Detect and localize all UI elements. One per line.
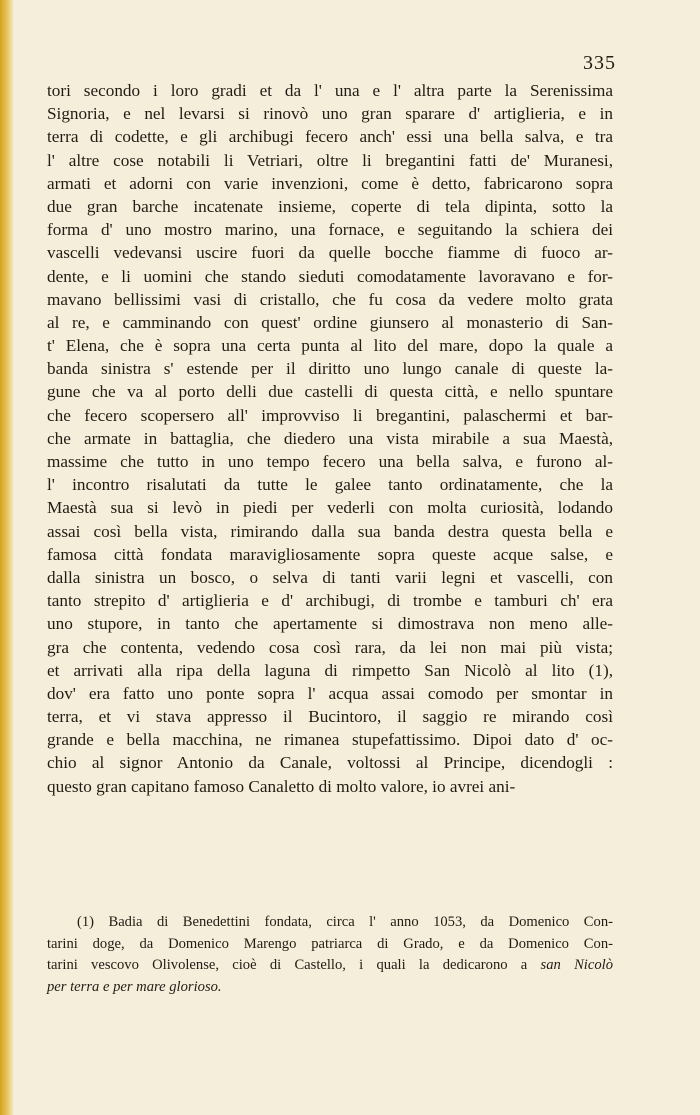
page-number: 335 [583,52,616,74]
text-line: gra che contenta, vedendo cosa così rara, da lei non mai più vista; [47,637,613,657]
text-line: che fecero scopersero all' improvviso li bregantini, palaschermi et bar- [47,405,613,425]
text-line: banda sinistra s' estende per il diritto uno lungo canale di queste la- [47,359,613,379]
text-line: l' incontro risalutati da tutte le galee tanto ordinatamente, che la [47,475,613,495]
footnote-line [47,955,613,977]
text-line: grande e bella macchina, ne rimanea stupefattissimo. Dipoi dato d' oc- [47,730,613,750]
body-text [47,79,613,798]
footnote-line: (1) Badia di Benedettini fondata, circa l' anno 1053, da Domenico Con- [77,914,613,930]
text-line: et arrivati alla ripa della laguna di rimpetto San Nicolò al lito (1), [47,660,613,680]
text-line: al re, e camminando con quest' ordine giunsero al monasterio di San- [47,312,613,332]
text-line: mavano bellissimi vasi di cristallo, che fu cosa da vedere molto grata [47,289,613,309]
text-line: vascelli vedevansi uscire fuori da quelle bocche fiamme di fuoco ar- [47,243,613,263]
text-line: famosa città fondata maravigliosamente sopra queste acque salse, e [47,544,613,564]
text-line: terra di codette, e gli archibugi fecero anch' essi una bella salva, e tra [47,127,613,147]
text-line: Signoria, e nel levarsi si rinovò uno gran sparare d' artiglieria, e in [47,104,613,124]
footnote-italic-text: san Nicolò [540,957,613,974]
text-line: massime che tutto in uno tempo fecero una bella salva, e furono al- [47,452,613,471]
text-line: gune che va al porto delli due castelli di questa città, e nello spuntare [47,382,613,402]
footnote-line: tarini doge, da Domenico Marengo patriarca di Grado, e da Domenico Con- [47,935,613,952]
text-line: dalla sinistra un bosco, o selva di tanti varii legni et vascelli, con [47,567,613,587]
footnote [47,912,613,998]
text-line: che armate in battaglia, che diedero una vista mirabile a sua Maestà, [47,428,613,448]
text-line: l' altre cose notabili li Vetriari, oltre li bregantini fatti de' Muranesi, [47,150,613,170]
footnote-text: tarini vescovo Olivolense, cioè di Castello, i quali la dedicarono a [47,957,541,974]
text-line: Maestà sua si levò in piedi per vederli con molta curiosità, lodando [47,498,613,518]
text-line: dov' era fatto uno ponte sopra l' acqua assai comodo per smontar in [47,683,613,703]
text-line: uno stupore, in tanto che apertamente si dimostrava non meno alle- [47,614,613,634]
text-line: armati et adorni con varie invenzioni, come è detto, fabricarono sopra [47,173,613,193]
text-line: assai così bella vista, rimirando dalla sua banda destra questa bella e [47,521,613,541]
text-line: due gran barche incatenate insieme, coperte di tela dipinta, sotto la [47,196,613,216]
text-line: terra, et vi stava appresso il Bucintoro, il saggio re mirando così [47,707,613,727]
text-line: tanto strepito d' artiglieria e d' archibugi, di trombe e tamburi ch' era [47,591,613,611]
text-line: forma d' uno mostro marino, una fornace, e seguitando la schiera dei [47,220,613,240]
text-line: questo gran capitano famoso Canaletto di molto valore, io avrei ani- [47,776,516,796]
footnote-line: per terra e per mare glorioso. [47,978,222,995]
text-line: chio al signor Antonio da Canale, voltossi al Principe, dicendogli : [47,753,613,773]
binding-edge [0,0,14,1115]
text-line: t' Elena, che è sopra una certa punta al lito del mare, dopo la quale a [47,336,613,356]
text-line: tori secondo i loro gradi et da l' una e l' altra parte la Serenissima [47,81,613,100]
text-line: dente, e li uomini che stando sieduti comodatamente lavoravano e for- [47,266,613,286]
